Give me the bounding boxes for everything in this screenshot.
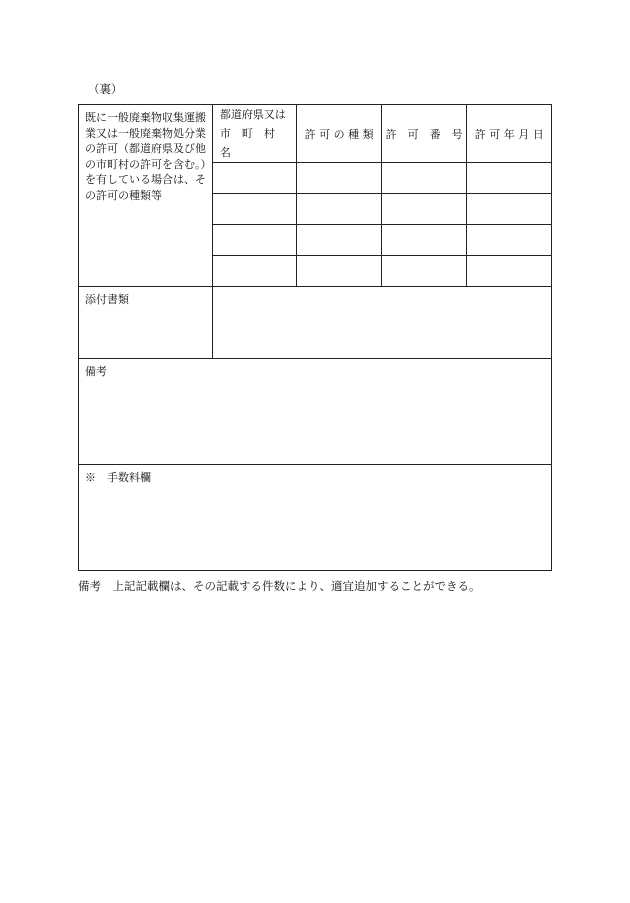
footer-remark: 備考 上記記載欄は、その記載する件数により、適宜追加することができる。 xyxy=(78,579,481,593)
permit-type-header: 許 可 の 種 類 xyxy=(297,105,382,163)
prefecture-municipality-header xyxy=(212,105,297,163)
page-side-label: （裏） xyxy=(88,82,123,96)
prefecture-header-line1: 都道府県又は xyxy=(219,108,286,121)
permit-number-cell[interactable] xyxy=(381,194,467,225)
permit-type-cell[interactable] xyxy=(297,256,382,287)
permit-number-cell[interactable] xyxy=(381,256,467,287)
prefecture-cell[interactable] xyxy=(212,225,297,256)
permit-type-cell[interactable] xyxy=(297,225,382,256)
fee-label: ※ 手数料欄 xyxy=(85,471,151,484)
prefecture-header-line2: 市 町 村 名 xyxy=(219,127,286,159)
permit-type-cell[interactable] xyxy=(297,194,382,225)
permit-application-form xyxy=(78,104,552,571)
existing-permit-label: 既に一般廃棄物収集運搬業又は一般廃棄物処分業の許可（都道府県及び他の市町村の許可を含む。）を有している場合は、その許可の種類等 xyxy=(79,105,213,287)
permit-date-cell[interactable] xyxy=(467,225,552,256)
permit-number-cell[interactable] xyxy=(381,225,467,256)
attachments-label: 添付書類 xyxy=(79,287,213,359)
fee-field[interactable] xyxy=(79,465,552,571)
permit-number-header: 許 可 番 号 xyxy=(381,105,467,163)
prefecture-cell[interactable] xyxy=(212,163,297,194)
remarks-field[interactable] xyxy=(79,359,552,465)
prefecture-cell[interactable] xyxy=(212,256,297,287)
permit-date-cell[interactable] xyxy=(467,256,552,287)
prefecture-cell[interactable] xyxy=(212,194,297,225)
permit-date-cell[interactable] xyxy=(467,163,552,194)
permit-number-cell[interactable] xyxy=(381,163,467,194)
remarks-label: 備考 xyxy=(85,365,107,378)
permit-date-cell[interactable] xyxy=(467,194,552,225)
permit-type-cell[interactable] xyxy=(297,163,382,194)
permit-date-header: 許 可 年 月 日 xyxy=(467,105,552,163)
attachments-field[interactable] xyxy=(212,287,551,359)
